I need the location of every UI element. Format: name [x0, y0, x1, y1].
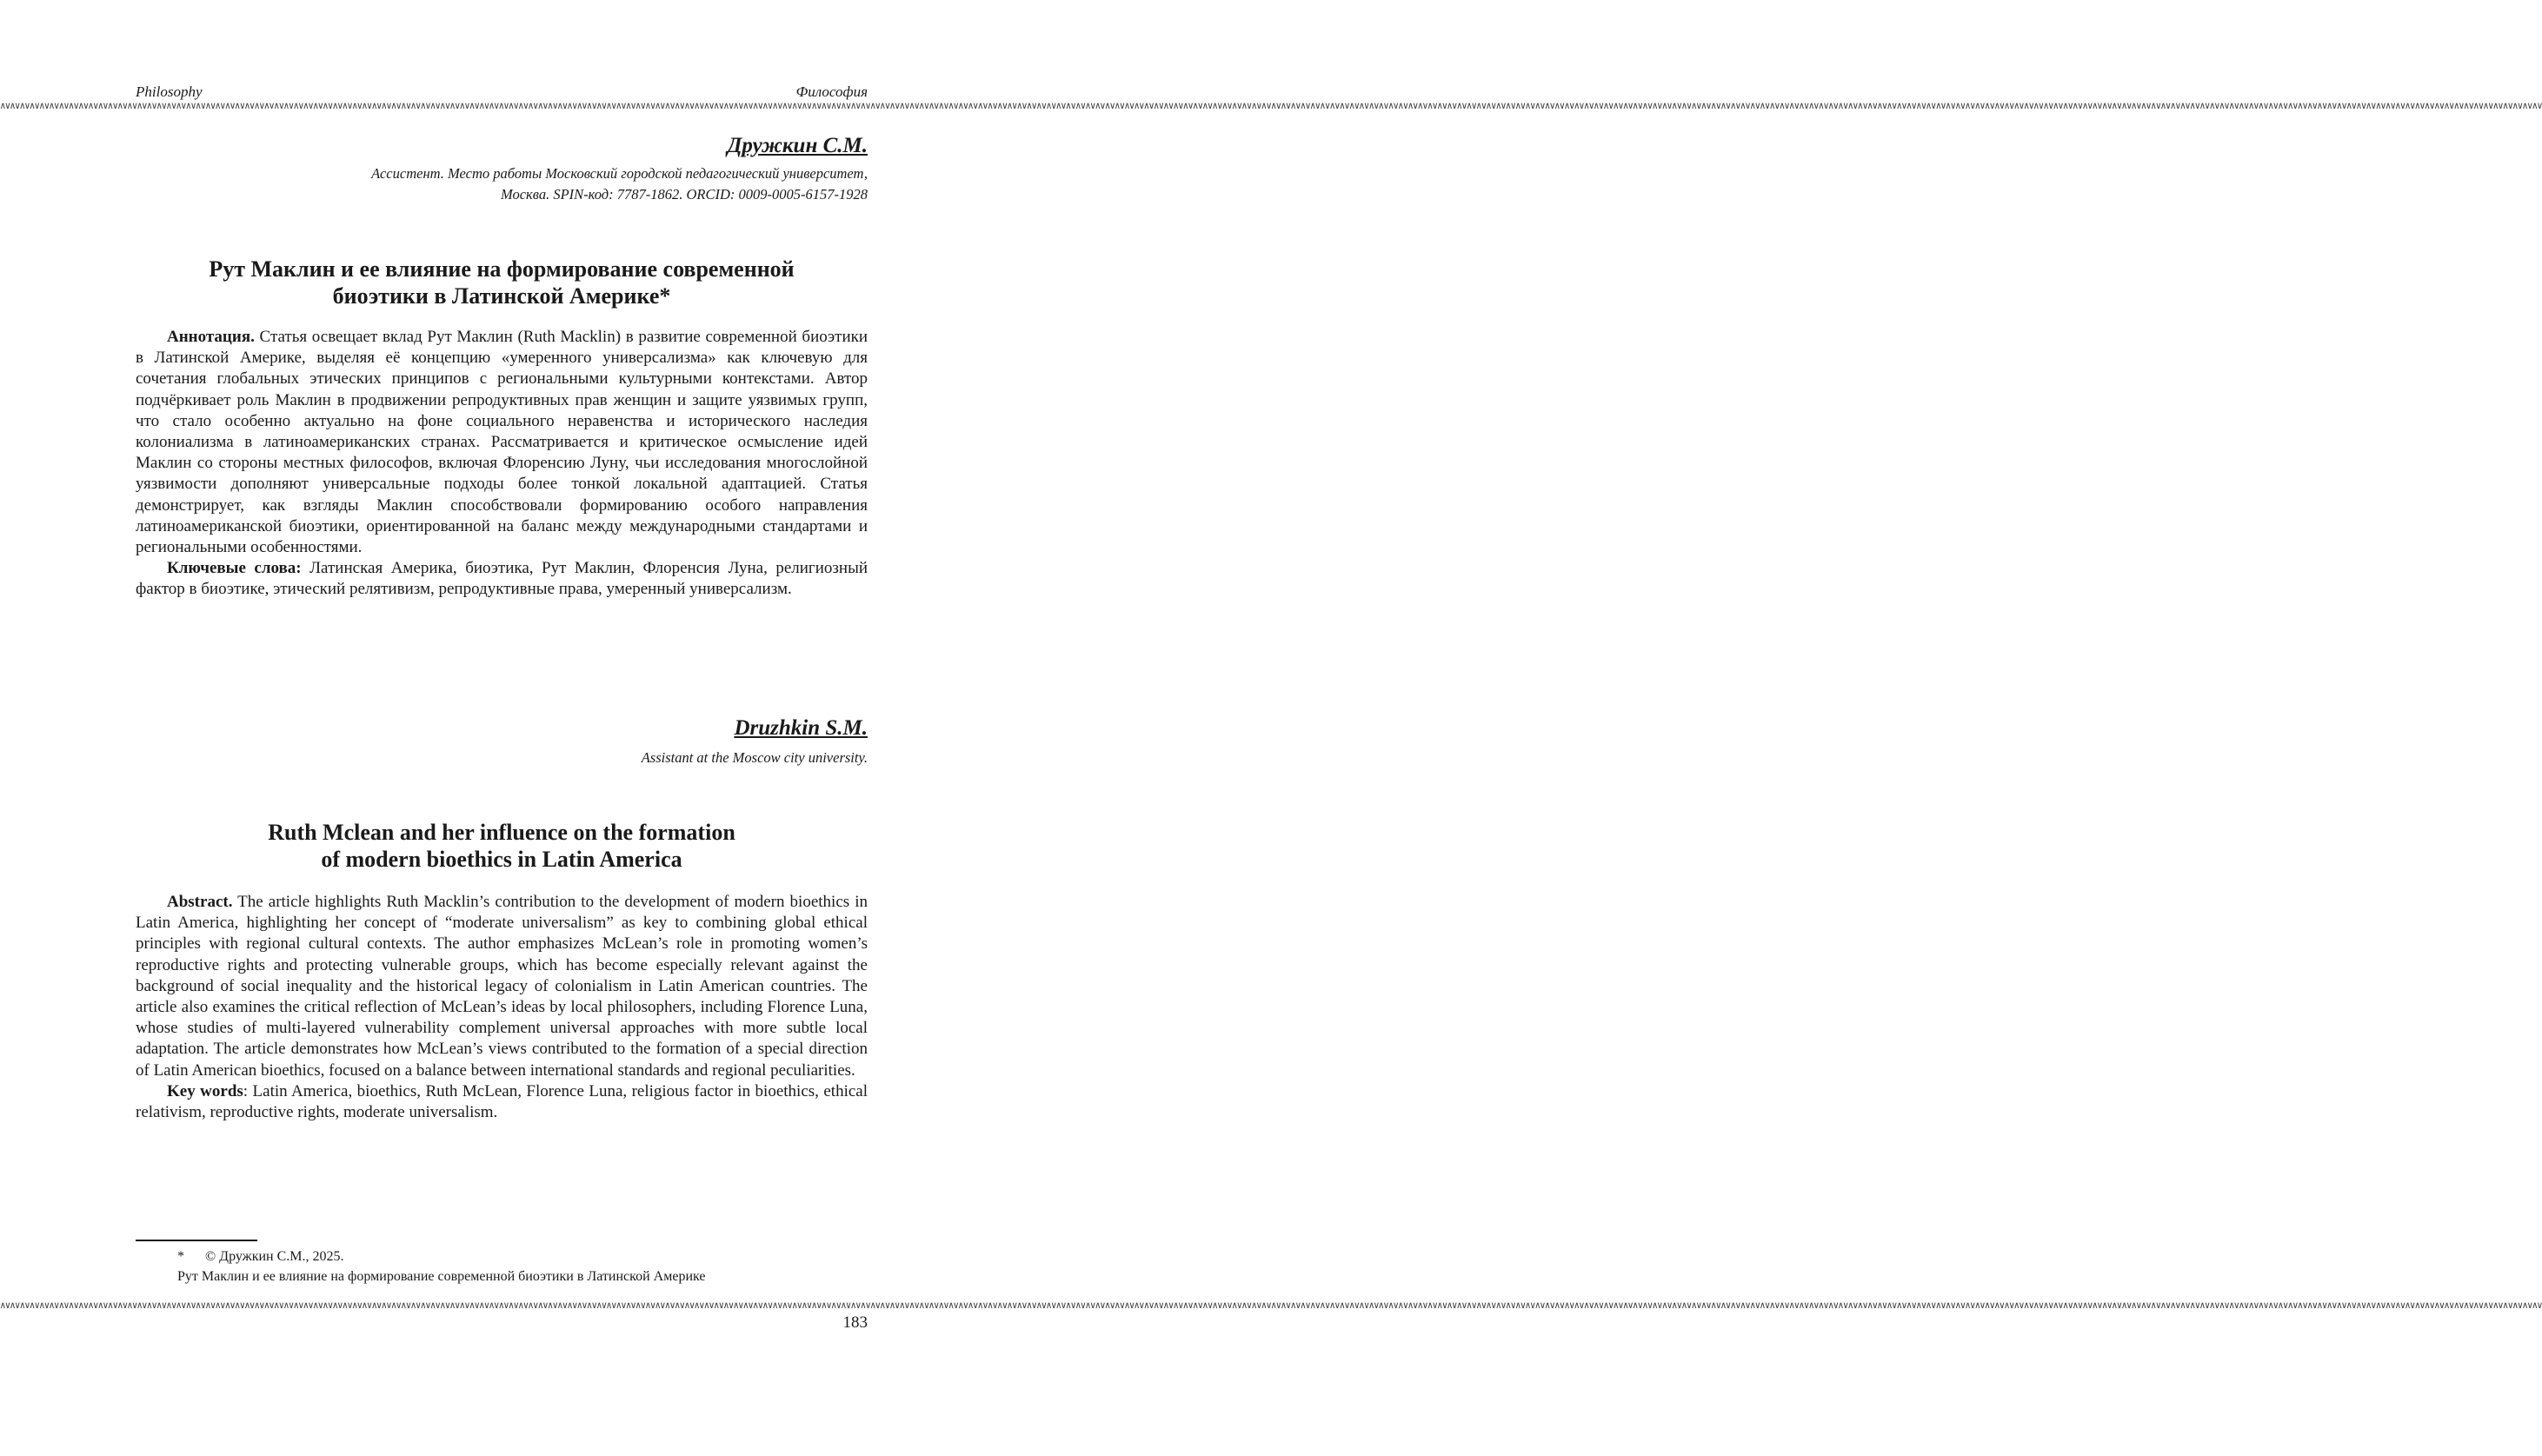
affiliation-line: Ассистент. Место работы Московский городской педагогический университет,	[371, 165, 868, 182]
footnote-copyright	[136, 1247, 868, 1267]
title-line: of modern bioethics in Latin America	[321, 847, 682, 872]
footnote	[136, 1247, 868, 1286]
footnote-title: Рут Маклин и ее влияние на формирование современной биоэтики в Латинской Америке	[177, 1269, 706, 1284]
article-title-ru	[136, 256, 868, 309]
affiliation-line: Москва. SPIN-код: 7787-1862. ORCID: 0009-0005-6157-1928	[500, 186, 868, 203]
footnote-copyright-text: © Дружкин С.М., 2025.	[205, 1249, 344, 1264]
author-affiliation-en: Assistant at the Moscow city university.	[641, 749, 868, 766]
abstract-ru	[136, 327, 868, 601]
author-affiliation-ru	[259, 163, 868, 205]
title-line: Ruth Mclean and her influence on the formation	[268, 820, 735, 845]
title-line: Рут Маклин и ее влияние на формирование современной	[209, 256, 795, 282]
footnote-marker: *	[177, 1249, 184, 1264]
article-title-en	[136, 819, 868, 873]
author-name-ru: Дружкин С.М.	[727, 134, 868, 157]
abstract-paragraph	[136, 892, 868, 1081]
header-ornament-rule: ∧∨∧∨∧∨∧∨∧∨∧∨∧∨∧∨∧∨∧∨∧∨∧∨∧∨∧∨∧∨∧∨∧∨∧∨∧∨∧∨∧∨∧∨∧∨∧∨∧∨∧∨∧∨∧∨∧∨∧∨∧∨∧∨∧∨∧∨∧∨∧∨∧∨∧∨∧∨∧∨∧∨∧∨∧∨∧∨∧∨∧∨∧∨∧∨∧∨∧∨∧∨∧∨∧∨∧∨∧∨∧∨∧∨∧∨∧∨∧∨∧∨∧∨∧∨∧∨∧∨∧∨∧∨∧∨∧∨∧∨∧∨∧∨∧∨∧∨∧∨∧∨∧∨∧∨∧∨∧∨∧∨∧∨∧∨∧∨∧∨∧∨∧∨∧∨∧∨∧∨∧∨∧∨∧∨∧∨∧∨∧∨∧∨∧∨∧∨∧∨∧∨∧∨∧∨∧∨∧∨∧∨∧∨∧∨∧∨∧∨∧∨∧∨∧∨∧∨∧∨∧∨∧∨∧∨∧∨∧∨∧∨∧∨∧∨∧∨∧∨∧∨∧∨∧∨∧∨∧∨∧∨∧∨∧∨∧∨∧∨∧∨∧∨∧∨∧∨∧∨∧∨∧∨∧∨∧∨∧∨∧∨∧∨∧∨∧∨∧∨∧∨∧∨∧∨∧∨∧∨∧∨∧∨∧∨∧∨∧∨∧∨∧∨∧∨∧∨∧∨∧∨∧∨∧∨∧∨∧∨∧∨∧∨∧∨∧∨∧∨∧∨∧∨∧∨∧∨∧∨∧∨∧∨∧∨∧∨∧∨∧∨∧∨∧∨∧∨∧∨∧∨∧∨∧∨∧∨∧∨∧∨∧∨∧∨∧∨∧∨∧∨∧∨∧∨∧∨∧∨∧∨∧∨∧∨∧∨∧∨∧∨∧∨∧∨∧∨∧∨∧∨∧∨∧∨∧∨∧∨∧∨∧∨∧∨∧∨∧∨∧∨∧∨∧∨∧∨∧∨∧∨∧∨∧∨∧∨∧∨∧∨∧∨∧∨∧∨∧∨∧∨∧∨∧∨∧∨∧∨∧∨∧∨∧∨∧∨∧∨∧∨∧∨∧∨∧∨∧∨∧∨∧∨∧∨∧∨∧∨	[0, 100, 2542, 111]
abstract-en	[136, 892, 868, 1123]
abstract-label: Abstract.	[167, 893, 233, 911]
footnote-separator	[136, 1240, 257, 1241]
keywords-paragraph	[136, 558, 868, 600]
abstract-label: Аннотация.	[167, 328, 255, 346]
footer-ornament-rule: ∧∨∧∨∧∨∧∨∧∨∧∨∧∨∧∨∧∨∧∨∧∨∧∨∧∨∧∨∧∨∧∨∧∨∧∨∧∨∧∨∧∨∧∨∧∨∧∨∧∨∧∨∧∨∧∨∧∨∧∨∧∨∧∨∧∨∧∨∧∨∧∨∧∨∧∨∧∨∧∨∧∨∧∨∧∨∧∨∧∨∧∨∧∨∧∨∧∨∧∨∧∨∧∨∧∨∧∨∧∨∧∨∧∨∧∨∧∨∧∨∧∨∧∨∧∨∧∨∧∨∧∨∧∨∧∨∧∨∧∨∧∨∧∨∧∨∧∨∧∨∧∨∧∨∧∨∧∨∧∨∧∨∧∨∧∨∧∨∧∨∧∨∧∨∧∨∧∨∧∨∧∨∧∨∧∨∧∨∧∨∧∨∧∨∧∨∧∨∧∨∧∨∧∨∧∨∧∨∧∨∧∨∧∨∧∨∧∨∧∨∧∨∧∨∧∨∧∨∧∨∧∨∧∨∧∨∧∨∧∨∧∨∧∨∧∨∧∨∧∨∧∨∧∨∧∨∧∨∧∨∧∨∧∨∧∨∧∨∧∨∧∨∧∨∧∨∧∨∧∨∧∨∧∨∧∨∧∨∧∨∧∨∧∨∧∨∧∨∧∨∧∨∧∨∧∨∧∨∧∨∧∨∧∨∧∨∧∨∧∨∧∨∧∨∧∨∧∨∧∨∧∨∧∨∧∨∧∨∧∨∧∨∧∨∧∨∧∨∧∨∧∨∧∨∧∨∧∨∧∨∧∨∧∨∧∨∧∨∧∨∧∨∧∨∧∨∧∨∧∨∧∨∧∨∧∨∧∨∧∨∧∨∧∨∧∨∧∨∧∨∧∨∧∨∧∨∧∨∧∨∧∨∧∨∧∨∧∨∧∨∧∨∧∨∧∨∧∨∧∨∧∨∧∨∧∨∧∨∧∨∧∨∧∨∧∨∧∨∧∨∧∨∧∨∧∨∧∨∧∨∧∨∧∨∧∨∧∨∧∨∧∨∧∨∧∨∧∨∧∨∧∨∧∨∧∨∧∨∧∨∧∨∧∨∧∨∧∨∧∨∧∨∧∨∧∨∧∨∧∨∧∨∧∨∧∨∧∨∧∨	[0, 1300, 2542, 1311]
keywords-paragraph	[136, 1081, 868, 1123]
page-number: 183	[842, 1313, 868, 1332]
keywords-text: Латинская Америка, биоэтика, Рут Маклин, Флоренсия Луна, религиозный фактор в биоэтике, этический релятивизм, репродуктивные права, умеренный универсализм.	[136, 559, 868, 599]
running-header	[136, 83, 868, 101]
title-line: биоэтики в Латинской Америке*	[332, 283, 671, 309]
keywords-label: Ключевые слова:	[167, 559, 302, 578]
keywords-text: : Latin America, bioethics, Ruth McLean, Florence Luna, religious factor in bioethics, ethical relativism, reproductive rights, moderate universalism.	[136, 1081, 868, 1122]
header-section-en: Philosophy	[136, 83, 203, 100]
header-section-ru: Философия	[795, 83, 868, 100]
author-name-en: Druzhkin S.M.	[734, 716, 868, 740]
keywords-label: Key words	[167, 1081, 243, 1100]
abstract-paragraph	[136, 327, 868, 558]
abstract-text: The article highlights Ruth Macklin’s contribution to the development of modern bioethics in Latin America, highlighting her concept of “moderate universalism” as key to combining global ethical principles with regional cultural contexts. The author emphasizes McLean’s role in promoting women’s reproductive rights and protecting vulnerable groups, which has become especially relevant against the background of social inequality and the historical legacy of colonialism in Latin American countries. The article also examines the critical reflection of McLean’s ideas by local philosophers, including Florence Luna, whose studies of multi-layered vulnerability complement universal approaches with more subtle local adaptation. The article demonstrates how McLean’s views contributed to the formation of a special direction of Latin American bioethics, focused on a balance between international standards and regional peculiarities.	[136, 893, 868, 1080]
abstract-text: Статья освещает вклад Рут Маклин (Ruth Macklin) в развитие современной биоэтики в Латинской Америке, выделяя её концепцию «умеренного универсализма» как ключевую для сочетания глобальных этических принципов с региональными культурными контекстами. Автор подчёркивает роль Маклин в продвижении репродуктивных прав женщин и защите уязвимых групп, что стало особенно актуально на фоне социального неравенства и исторического наследия колониализма в латиноамериканских странах. Рассматривается и критическое осмысление идей Маклин со стороны местных философов, включая Флоренсию Луну, чьи исследования многослойной уязвимости дополняют универсальные подходы более тонкой локальной адаптацией. Статья демонстрирует, как взгляды Маклин способствовали формированию особого направления латиноамериканской биоэтики, ориентированной на баланс между международными стандартами и региональными особенностями.	[136, 328, 868, 557]
